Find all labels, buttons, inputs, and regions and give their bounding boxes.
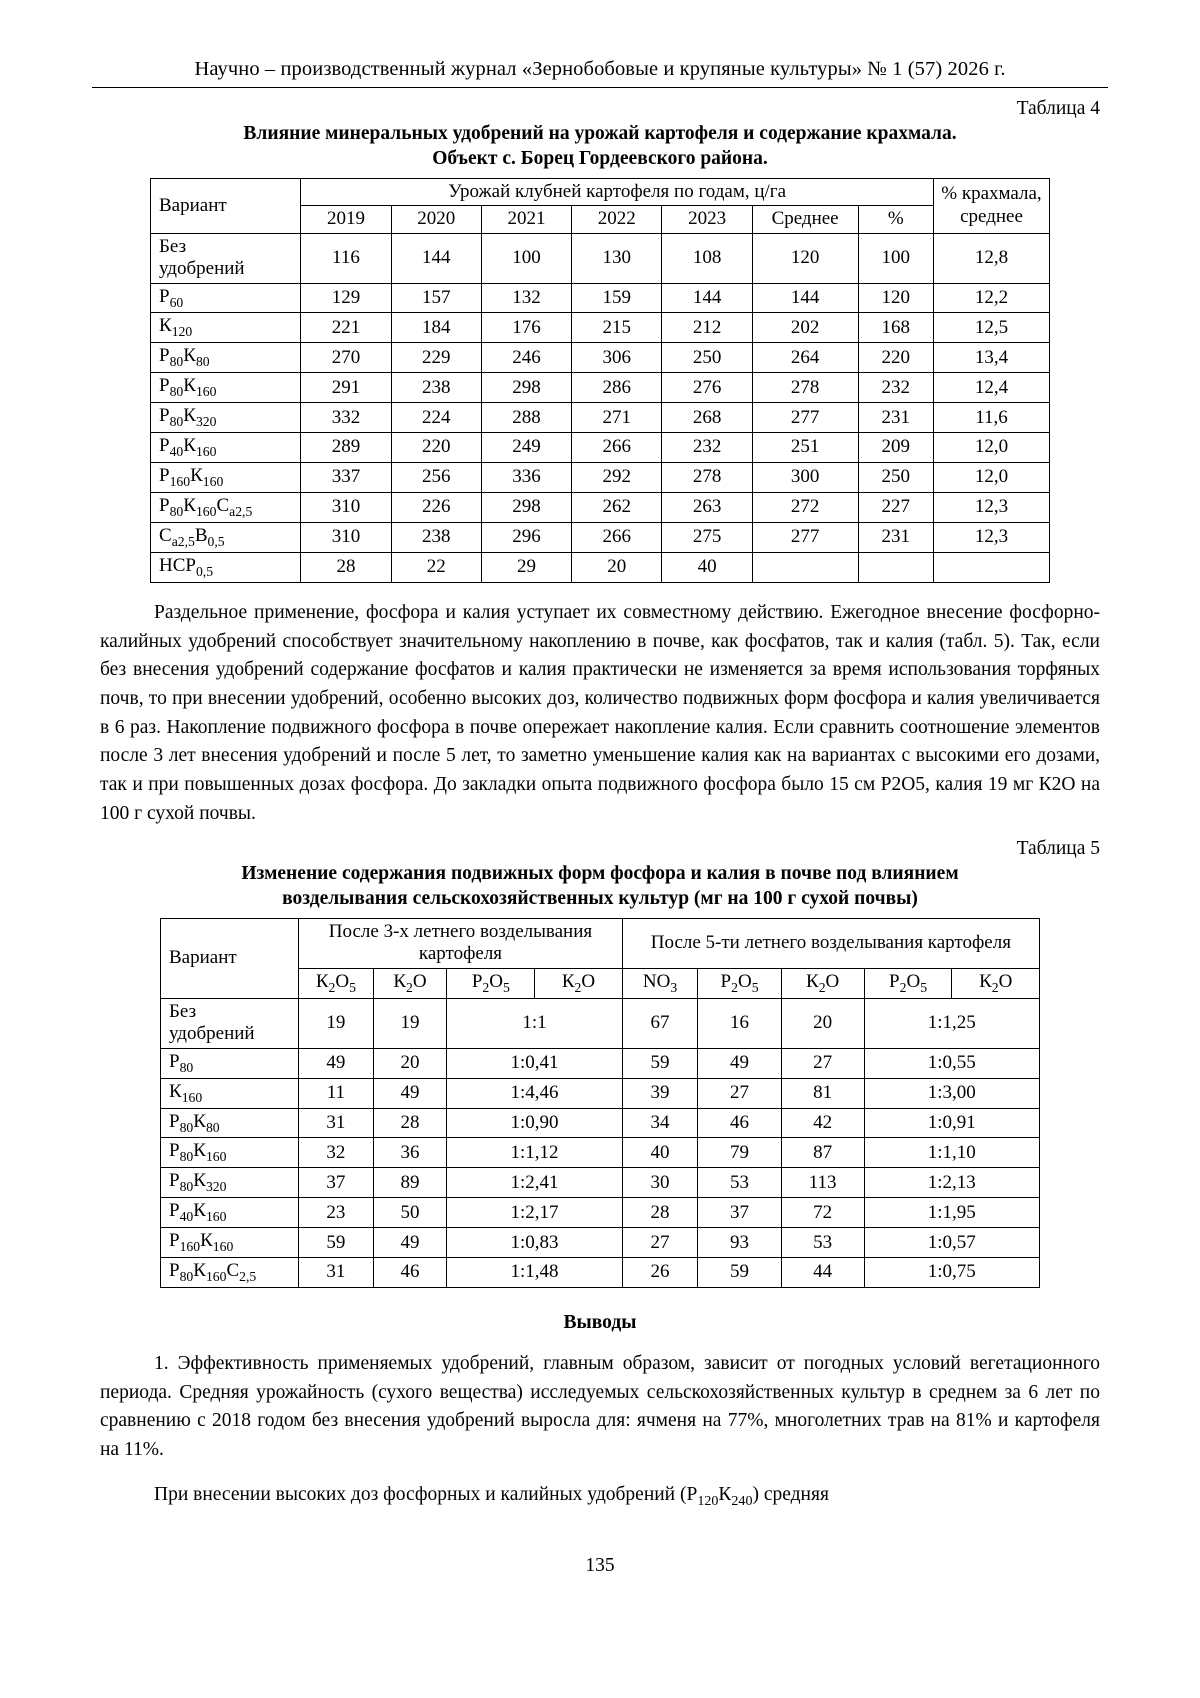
table5-sub-k2o-d: $К_2О$ (952, 968, 1040, 998)
table5-row1-c5: 27 (781, 1048, 864, 1078)
table4-row6-c7: 12,0 (933, 433, 1049, 463)
table5-row2-variant: $К_{160}$ (161, 1078, 299, 1108)
table4-row5-c2: 288 (481, 403, 571, 433)
table5-row7-c4: 93 (698, 1228, 781, 1258)
table5-col-variant: Вариант (161, 919, 299, 999)
table5-row3-c4: 46 (698, 1108, 781, 1138)
table4-row10-c6 (858, 552, 933, 582)
table4-row1-variant: $Р_{60}$ (151, 283, 301, 313)
table4-row10-c4: 40 (662, 552, 752, 582)
table-row (161, 1168, 1040, 1198)
table-row (151, 233, 1050, 283)
table4-row7-c1: 256 (391, 463, 481, 493)
table4-row8-c6: 227 (858, 493, 933, 523)
table-row (151, 343, 1050, 373)
table-row (151, 523, 1050, 553)
table4-row3-c3: 306 (572, 343, 662, 373)
table5-row3-c1: 28 (373, 1108, 447, 1138)
table4-row8-c4: 263 (662, 493, 752, 523)
table4-row9-c6: 231 (858, 523, 933, 553)
table5-row7-c3: 27 (622, 1228, 698, 1258)
table-row (151, 552, 1050, 582)
table4-row4-c7: 12,4 (933, 373, 1049, 403)
table4-row4-c5: 278 (752, 373, 858, 403)
table4-row2-c7: 12,5 (933, 313, 1049, 343)
table4-row2-c2: 176 (481, 313, 571, 343)
table5-row5-c3: 30 (622, 1168, 698, 1198)
table4-row4-c2: 298 (481, 373, 571, 403)
table5-row1-variant: $Р_{80}$ (161, 1048, 299, 1078)
table5-row2-c5: 81 (781, 1078, 864, 1108)
table5-row7-variant: $Р_{160}К_{160}$ (161, 1228, 299, 1258)
table4-row8-c1: 226 (391, 493, 481, 523)
table4-row4-variant: $Р_{80}К_{160}$ (151, 373, 301, 403)
table4-row7-c6: 250 (858, 463, 933, 493)
table5-row2-ratio3: 1:4,46 (447, 1078, 622, 1108)
table5-row5-ratio3: 1:2,41 (447, 1168, 622, 1198)
table4-row5-c1: 224 (391, 403, 481, 433)
table4-row6-c0: 289 (301, 433, 391, 463)
table5-row3-ratio3: 1:0,90 (447, 1108, 622, 1138)
table4-row0-variant: Без удобрений (151, 233, 301, 283)
table5-header-row-1 (161, 919, 1040, 969)
table5-row7-ratio3: 1:0,83 (447, 1228, 622, 1258)
table-row (151, 403, 1050, 433)
table4-number: Таблица 4 (1016, 98, 1100, 119)
table4-row7-c5: 300 (752, 463, 858, 493)
table4-row7-c7: 12,0 (933, 463, 1049, 493)
table5-row3-ratio5: 1:0,91 (864, 1108, 1039, 1138)
table5-row8-ratio3: 1:1,48 (447, 1258, 622, 1288)
table4-row4-c3: 286 (572, 373, 662, 403)
table4-row1-c3: 159 (572, 283, 662, 313)
table4-row5-c0: 332 (301, 403, 391, 433)
table4-row8-c7: 12,3 (933, 493, 1049, 523)
table5-row2-c4: 27 (698, 1078, 781, 1108)
table5-row7-ratio5: 1:0,57 (864, 1228, 1039, 1258)
table4-row4-c4: 276 (662, 373, 752, 403)
table4-row0-c0: 116 (301, 233, 391, 283)
table5-row5-c0: 37 (299, 1168, 373, 1198)
table5-row6-ratio5: 1:1,95 (864, 1198, 1039, 1228)
table4-row1-c1: 157 (391, 283, 481, 313)
table5-row8-c1: 46 (373, 1258, 447, 1288)
table5-row6-c5: 72 (781, 1198, 864, 1228)
table4-row2-c6: 168 (858, 313, 933, 343)
table4-row10-c3: 20 (572, 552, 662, 582)
table4-row8-c0: 310 (301, 493, 391, 523)
table4-row0-c6: 100 (858, 233, 933, 283)
table4-row3-c0: 270 (301, 343, 391, 373)
page-number: 135 (585, 1555, 615, 1577)
table-row (161, 1078, 1040, 1108)
table4-row7-c3: 292 (572, 463, 662, 493)
table4-row9-c5: 277 (752, 523, 858, 553)
table5-sub-k2o5: $К_2О_5$ (299, 968, 373, 998)
table4-row2-variant: $К_{120}$ (151, 313, 301, 343)
table5-sub-no3: $NO_3$ (622, 968, 698, 998)
table-row (151, 283, 1050, 313)
table-row (151, 433, 1050, 463)
table4-row10-c7 (933, 552, 1049, 582)
conclusion-item-1: 1. Эффективность применяемых удобрений, главным образом, зависит от погодных условий вегетационного периода. Средняя урожайность (сухого вещества) исследуемых сельскохозяйственных культур в среднем за 6 лет по сравнению с 2018 годом без внесения удобрений выросла для: ячменя на 77%, многолетних трав на 81% и картофеля на 11%. (100, 1353, 1100, 1461)
table5-number: Таблица 5 (1016, 838, 1100, 860)
table-potato-yield (150, 178, 1050, 583)
table5-group-3years: После 3-х летнего возделывания картофеля (299, 919, 622, 969)
table4-row3-variant: $Р_{80}К_{80}$ (151, 343, 301, 373)
table4-row1-c0: 129 (301, 283, 391, 313)
table4-row3-c5: 264 (752, 343, 858, 373)
table4-row7-c0: 337 (301, 463, 391, 493)
table4-row8-variant: $Р_{80}К_{160}С_{а2,5}$ (151, 493, 301, 523)
table4-row5-c4: 268 (662, 403, 752, 433)
table4-year-2020: 2020 (391, 206, 481, 233)
table4-group-header: Урожай клубней картофеля по годам, ц/га (301, 178, 934, 205)
table4-starch-header-text: % крахмала, среднее (941, 183, 1042, 227)
table-row (151, 493, 1050, 523)
table4-row2-c4: 212 (662, 313, 752, 343)
paragraph-phosphorus-potassium: Раздельное применение, фосфора и калия уступает их совместному действию. Ежегодное внесение фосфорно-калийных удобрений способствует значительному накоплению в почве, как фосфатов, так и калия (табл. 5). Так, если без внесения удобрений содержание фосфатов и калия практически не изменяется за время использования торфяных почв, то при внесении удобрений, особенно высоких доз, количество подвижных форм фосфора и калия увеличивается в 6 раз. Накопление подвижного фосфора в почве опережает накопление калия. Если сравнить соотношение элементов после 3 лет внесения удобрений и после 5 лет, то заметно уменьшение калия как на вариантах с высокими его дозами, так и при повышенных дозах фосфора. До закладки опыта подвижного фосфора было 15 см Р2О5, калия 19 мг К2О на 100 г сухой почвы. (100, 601, 1100, 824)
table5-row7-c5: 53 (781, 1228, 864, 1258)
table5-row4-ratio5: 1:1,10 (864, 1138, 1039, 1168)
table4-row0-c5: 120 (752, 233, 858, 283)
table5-row1-ratio5: 1:0,55 (864, 1048, 1039, 1078)
table4-title-line1: Влияние минеральных удобрений на урожай картофеля и содержание крахмала. (243, 123, 957, 144)
table5-row6-c3: 28 (622, 1198, 698, 1228)
table-row (161, 1138, 1040, 1168)
table5-row5-c5: 113 (781, 1168, 864, 1198)
table4-year-2023: 2023 (662, 206, 752, 233)
table5-sub-p2o5-c: $Р_2О_5$ (864, 968, 952, 998)
conclusion-item-2: При внесении высоких доз фосфорных и калийных удобрений $(Р_{120}К_{240})$ средняя (154, 1483, 829, 1509)
table5-row1-c4: 49 (698, 1048, 781, 1078)
table4-row0-c7: 12,8 (933, 233, 1049, 283)
table4-row3-c7: 13,4 (933, 343, 1049, 373)
table5-title-line1: Изменение содержания подвижных форм фосфора и калия в почве под влиянием (241, 863, 959, 885)
table5-title (100, 862, 1100, 912)
table4-row5-c7: 11,6 (933, 403, 1049, 433)
table4-row2-c0: 221 (301, 313, 391, 343)
table4-row0-c3: 130 (572, 233, 662, 283)
table4-row3-c2: 246 (481, 343, 571, 373)
table5-row4-variant: $Р_{80}К_{160}$ (161, 1138, 299, 1168)
table4-row4-c1: 238 (391, 373, 481, 403)
table5-row0-ratio3: 1:1 (447, 998, 622, 1048)
table4-row6-c2: 249 (481, 433, 571, 463)
table5-row1-c1: 20 (373, 1048, 447, 1078)
table5-title-line2: возделывания сельскохозяйственных культур (мг на 100 г сухой почвы) (282, 888, 918, 910)
table-row (161, 1198, 1040, 1228)
table4-row7-c4: 278 (662, 463, 752, 493)
table4-row9-c7: 12,3 (933, 523, 1049, 553)
table4-row2-c5: 202 (752, 313, 858, 343)
table5-group-5years: После 5-ти летнего возделывания картофеля (622, 919, 1039, 969)
table5-row2-ratio5: 1:3,00 (864, 1078, 1039, 1108)
table4-year-2022: 2022 (572, 206, 662, 233)
table4-row3-c1: 229 (391, 343, 481, 373)
table5-row0-c0: 19 (299, 998, 373, 1048)
table4-row9-c3: 266 (572, 523, 662, 553)
table5-row5-c4: 53 (698, 1168, 781, 1198)
table4-row6-c1: 220 (391, 433, 481, 463)
table4-row10-c5 (752, 552, 858, 582)
table4-row6-c4: 232 (662, 433, 752, 463)
table5-row2-c1: 49 (373, 1078, 447, 1108)
table-mobile-forms (160, 918, 1040, 1288)
table5-row8-variant: $Р_{80}К_{160}С_{2,5}$ (161, 1258, 299, 1288)
table4-title-line2: Объект с. Борец Гордеевского района. (432, 147, 768, 169)
table4-row0-c2: 100 (481, 233, 571, 283)
table5-row8-ratio5: 1:0,75 (864, 1258, 1039, 1288)
table4-row9-c1: 238 (391, 523, 481, 553)
table5-row5-variant: $Р_{80}К_{320}$ (161, 1168, 299, 1198)
table4-row6-c6: 209 (858, 433, 933, 463)
table4-row1-c2: 132 (481, 283, 571, 313)
table5-row5-ratio5: 1:2,13 (864, 1168, 1039, 1198)
table5-row4-c0: 32 (299, 1138, 373, 1168)
table-row (161, 1258, 1040, 1288)
table5-row0-c3: 67 (622, 998, 698, 1048)
table4-row2-c3: 215 (572, 313, 662, 343)
table4-average: Среднее (752, 206, 858, 233)
table5-row7-c1: 49 (373, 1228, 447, 1258)
table4-row1-c7: 12,2 (933, 283, 1049, 313)
table4-row6-c3: 266 (572, 433, 662, 463)
table-row (161, 1048, 1040, 1078)
table5-row4-c5: 87 (781, 1138, 864, 1168)
table5-row2-c0: 11 (299, 1078, 373, 1108)
table4-row0-c1: 144 (391, 233, 481, 283)
table5-sub-p2o5-a: $Р_2О_5$ (447, 968, 535, 998)
table-row (161, 998, 1040, 1048)
table5-sub-k2o-c: $К_2О$ (781, 968, 864, 998)
table5-row3-c5: 42 (781, 1108, 864, 1138)
table-row (161, 1228, 1040, 1258)
table4-row6-c5: 251 (752, 433, 858, 463)
table4-row10-c0: 28 (301, 552, 391, 582)
table4-row9-c2: 296 (481, 523, 571, 553)
table5-row0-variant: Без удобрений (161, 998, 299, 1048)
table4-row5-c3: 271 (572, 403, 662, 433)
table5-row3-c3: 34 (622, 1108, 698, 1138)
table-row (151, 463, 1050, 493)
table5-body (161, 998, 1040, 1287)
table4-row0-c4: 108 (662, 233, 752, 283)
table4-row9-c0: 310 (301, 523, 391, 553)
table4-row4-c6: 232 (858, 373, 933, 403)
table4-year-2021: 2021 (481, 206, 571, 233)
table4-row1-c4: 144 (662, 283, 752, 313)
table5-row6-c1: 50 (373, 1198, 447, 1228)
conclusions-title: Выводы (563, 1312, 637, 1334)
table5-row6-c4: 37 (698, 1198, 781, 1228)
table4-row8-c5: 272 (752, 493, 858, 523)
table4-row1-c5: 144 (752, 283, 858, 313)
table5-row0-c4: 16 (698, 998, 781, 1048)
table-row (161, 1108, 1040, 1138)
table4-row7-variant: $Р_{160}К_{160}$ (151, 463, 301, 493)
table4-row8-c2: 298 (481, 493, 571, 523)
table4-body (151, 233, 1050, 582)
table5-row4-c3: 40 (622, 1138, 698, 1168)
table5-row3-c0: 31 (299, 1108, 373, 1138)
table4-row10-variant: $НСР_{0,5}$ (151, 552, 301, 582)
table4-row3-c6: 220 (858, 343, 933, 373)
table4-row9-c4: 275 (662, 523, 752, 553)
table5-row4-c1: 36 (373, 1138, 447, 1168)
table4-row10-c2: 29 (481, 552, 571, 582)
table-row (151, 313, 1050, 343)
journal-header: Научно – производственный журнал «Зернобобовые и крупяные культуры» № 1 (57) 2026 г. (92, 58, 1108, 88)
table5-row5-c1: 89 (373, 1168, 447, 1198)
table5-row8-c3: 26 (622, 1258, 698, 1288)
table5-row0-ratio5: 1:1,25 (864, 998, 1039, 1048)
table5-row4-ratio3: 1:1,12 (447, 1138, 622, 1168)
table4-head (151, 178, 1050, 233)
table4-row5-c5: 277 (752, 403, 858, 433)
table5-row1-c0: 49 (299, 1048, 373, 1078)
table5-row2-c3: 39 (622, 1078, 698, 1108)
table5-row1-c3: 59 (622, 1048, 698, 1078)
table5-sub-k2o-a: $К_2О$ (373, 968, 447, 998)
table5-head (161, 919, 1040, 999)
table4-row10-c1: 22 (391, 552, 481, 582)
table5-row8-c4: 59 (698, 1258, 781, 1288)
table5-row4-c4: 79 (698, 1138, 781, 1168)
table4-row5-variant: $Р_{80}К_{320}$ (151, 403, 301, 433)
table4-starch-header (933, 178, 1049, 233)
table5-row1-ratio3: 1:0,41 (447, 1048, 622, 1078)
table4-row4-c0: 291 (301, 373, 391, 403)
table5-row0-c1: 19 (373, 998, 447, 1048)
table4-title (100, 122, 1100, 172)
table4-row8-c3: 262 (572, 493, 662, 523)
table5-row8-c5: 44 (781, 1258, 864, 1288)
table-row (151, 373, 1050, 403)
table4-row1-c6: 120 (858, 283, 933, 313)
table5-row8-c0: 31 (299, 1258, 373, 1288)
table4-row5-c6: 231 (858, 403, 933, 433)
table4-row9-variant: $С_{а2,5}В_{0,5}$ (151, 523, 301, 553)
table5-row7-c0: 59 (299, 1228, 373, 1258)
table5-sub-p2o5-b: $Р_2О_5$ (698, 968, 781, 998)
table5-sub-k2o-b: $К_2О$ (535, 968, 622, 998)
table4-percent: % (858, 206, 933, 233)
table5-row6-variant: $Р_{40}К_{160}$ (161, 1198, 299, 1228)
table4-row3-c4: 250 (662, 343, 752, 373)
table4-row6-variant: $Р_{40}К_{160}$ (151, 433, 301, 463)
table5-row6-ratio3: 1:2,17 (447, 1198, 622, 1228)
table4-row7-c2: 336 (481, 463, 571, 493)
table4-header-row-1 (151, 178, 1050, 205)
table4-col-variant: Вариант (151, 178, 301, 233)
table4-row2-c1: 184 (391, 313, 481, 343)
table5-row6-c0: 23 (299, 1198, 373, 1228)
table5-row0-c5: 20 (781, 998, 864, 1048)
table4-year-2019: 2019 (301, 206, 391, 233)
table5-row3-variant: $Р_{80}К_{80}$ (161, 1108, 299, 1138)
